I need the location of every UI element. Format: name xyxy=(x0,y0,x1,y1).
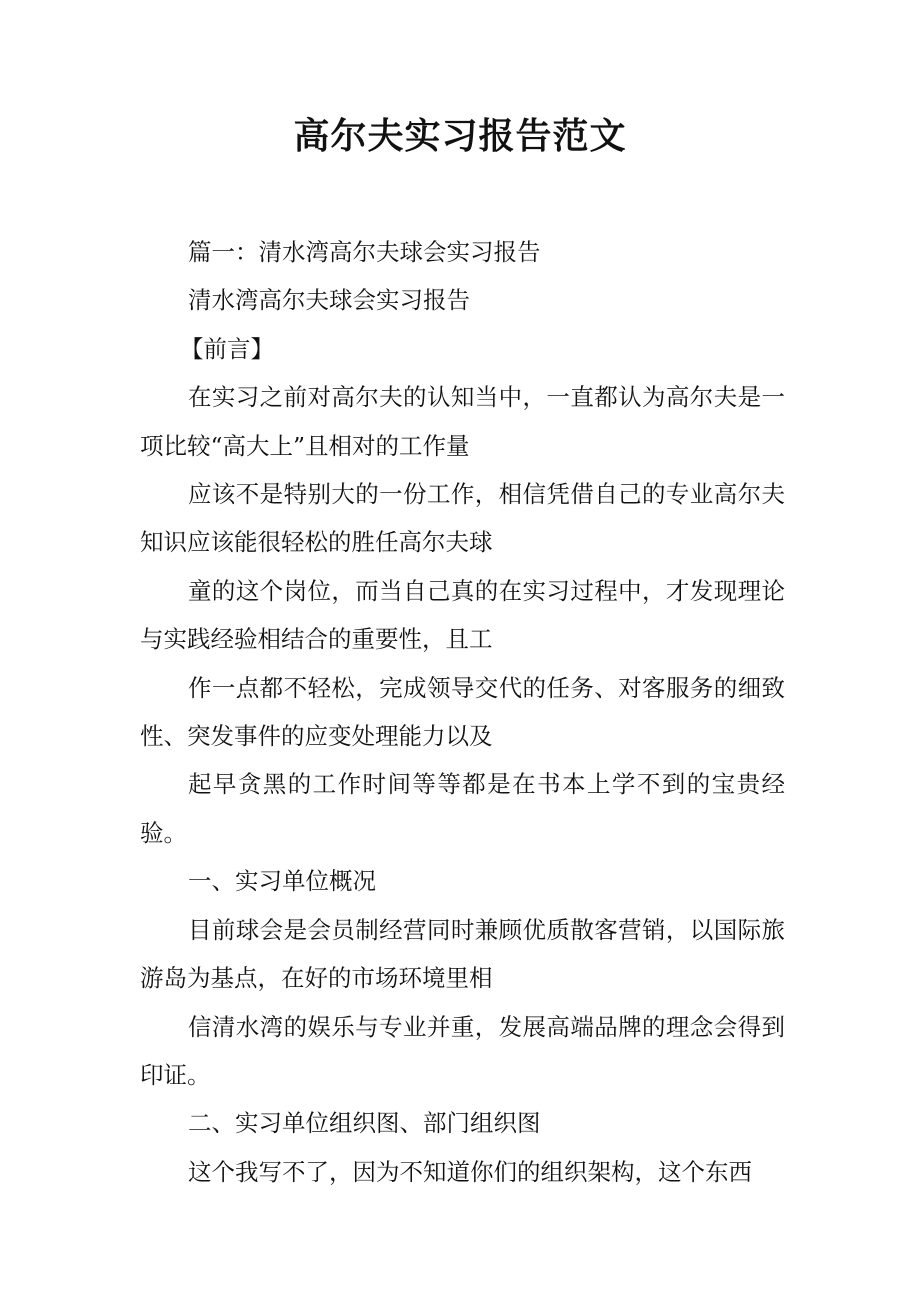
section-heading-org-chart: 二、实习单位组织图、部门组织图 xyxy=(188,1109,541,1138)
body-paragraph: 信清水湾的娱乐与专业并重，发展高端品牌的理念会得到印证。 xyxy=(140,1012,785,1089)
section-heading-unit-overview: 一、实习单位概况 xyxy=(188,867,376,896)
body-paragraph: 在实习之前对高尔夫的认知当中，一直都认为高尔夫是一项比较“高大上”且相对的工作量 xyxy=(140,383,785,460)
report-subtitle: 清水湾高尔夫球会实习报告 xyxy=(188,286,470,315)
body-paragraph: 目前球会是会员制经营同时兼顾优质散客营销，以国际旅游岛为基点，在好的市场环境里相 xyxy=(140,915,785,993)
body-paragraph: 这个我写不了，因为不知道你们的组织架构，这个东西 xyxy=(188,1157,752,1186)
body-paragraph: 童的这个岗位，而当自己真的在实习过程中，才发现理论与实践经验相结合的重要性，且工 xyxy=(140,576,785,654)
body-paragraph: 起早贪黑的工作时间等等都是在书本上学不到的宝贵经验。 xyxy=(140,770,785,847)
document-body xyxy=(140,228,785,1196)
section-heading-part-one: 篇一：清水湾高尔夫球会实习报告 xyxy=(188,238,541,266)
body-paragraph: 应该不是特别大的一份工作，相信凭借自己的专业高尔夫知识应该能很轻松的胜任高尔夫球 xyxy=(140,480,785,557)
document-title: 高尔夫实习报告范文 xyxy=(293,115,627,157)
body-paragraph: 作一点都不轻松，完成领导交代的任务、对客服务的细致性、突发事件的应变处理能力以及 xyxy=(140,673,785,751)
preface-heading: 【前言】 xyxy=(180,334,274,363)
